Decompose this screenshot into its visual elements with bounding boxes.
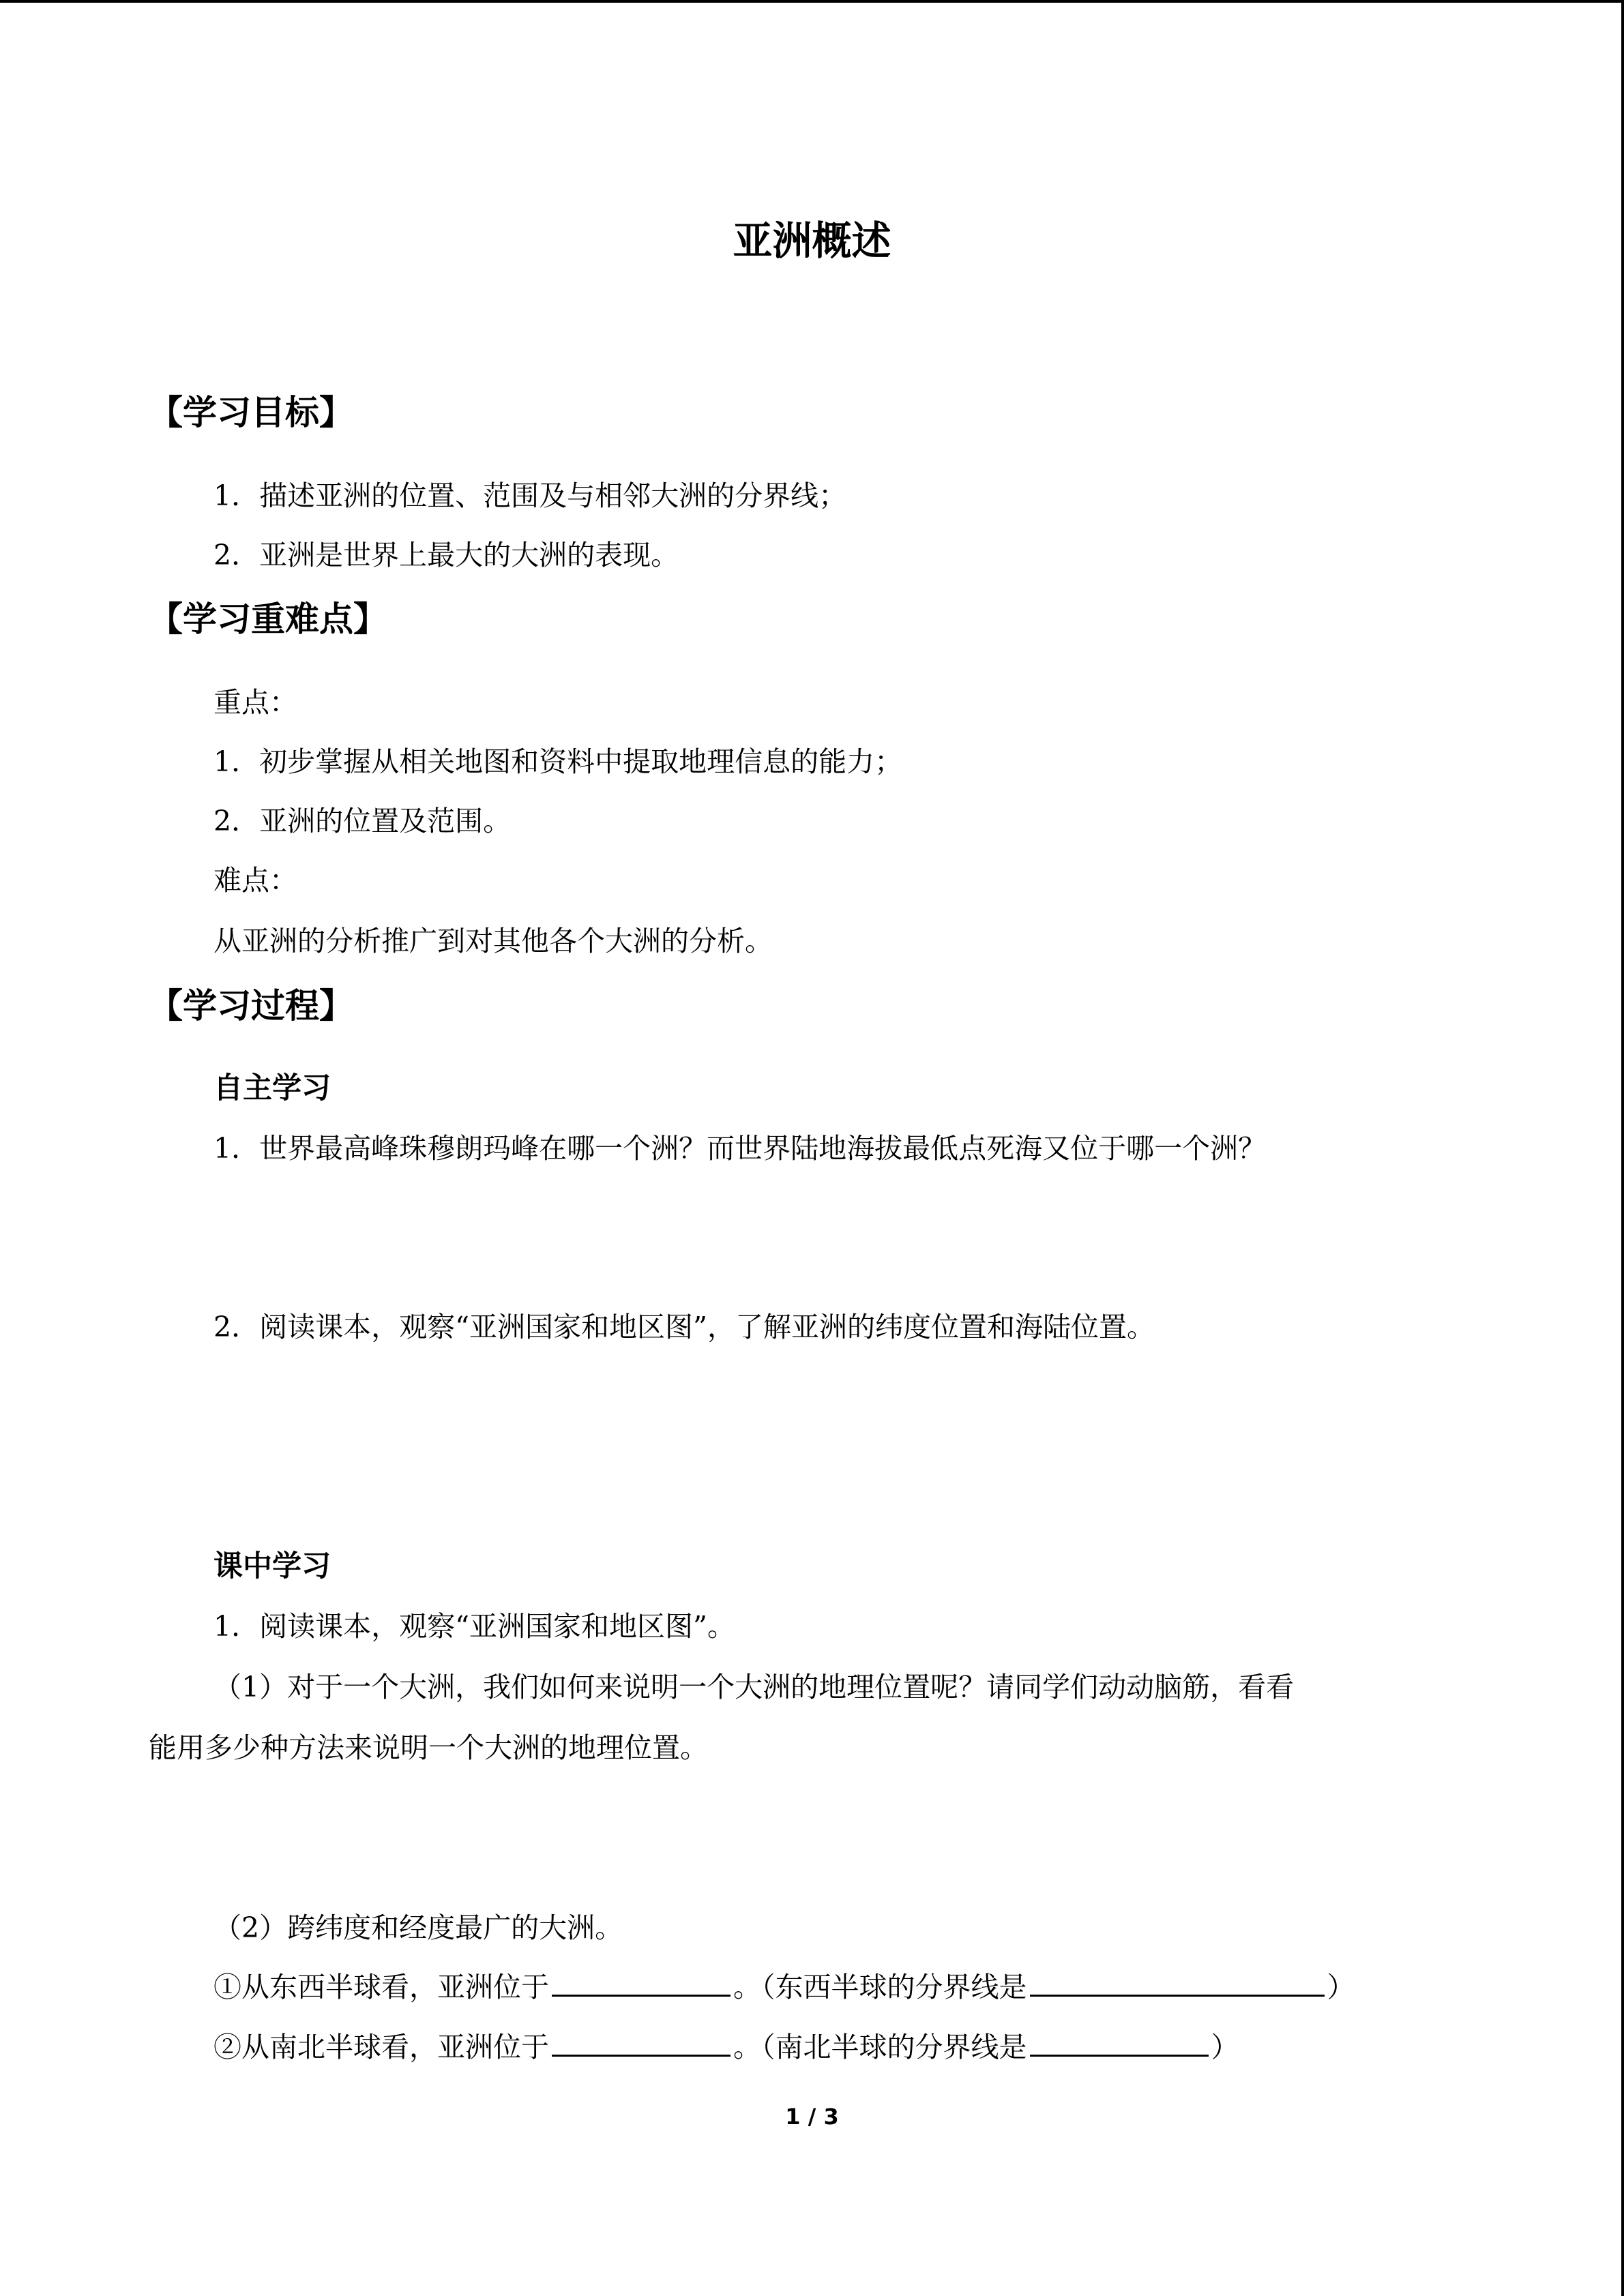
answer-blank-east-west-position[interactable] <box>552 1966 730 1997</box>
fill-north-south-text-a: ②从南北半球看，亚洲位于 <box>213 2031 549 2063</box>
class-study-q1-1-line2: 能用多少种方法来说明一个大洲的地理位置。 <box>149 1731 708 1764</box>
answer-blank-east-west-boundary[interactable] <box>1030 1966 1325 1997</box>
heading-process: 【学习过程】 <box>149 986 353 1026</box>
difficulty-text: 从亚洲的分析推广到对其他各个大洲的分析。 <box>213 925 773 957</box>
focus-item-2: 2．亚洲的位置及范围。 <box>213 805 512 837</box>
fill-east-west-text-b: 。（东西半球的分界线是 <box>733 1971 1027 2003</box>
answer-blank-north-south-position[interactable] <box>552 2026 730 2057</box>
fill-east-west-text-a: ①从东西半球看，亚洲位于 <box>213 1971 549 2003</box>
focus-label: 重点： <box>213 686 297 719</box>
objective-item-2: 2．亚洲是世界上最大的大洲的表现。 <box>213 539 679 571</box>
answer-blank-north-south-boundary[interactable] <box>1030 2026 1209 2057</box>
fill-north-south-text-b: 。（南北半球的分界线是 <box>733 2031 1027 2063</box>
fill-east-west-text-c: ） <box>1327 1971 1355 2003</box>
subheading-self-study: 自主学习 <box>213 1071 331 1105</box>
difficulty-label: 难点： <box>213 864 297 897</box>
class-study-q1-1-line1: （1）对于一个大洲，我们如何来说明一个大洲的地理位置呢？请同学们动动脑筋，看看 <box>213 1671 1295 1703</box>
page-number: 1 / 3 <box>785 2104 839 2130</box>
class-study-question-1: 1．阅读课本，观察“亚洲国家和地区图”。 <box>213 1610 736 1643</box>
class-study-q1-2: （2）跨纬度和经度最广的大洲。 <box>213 1911 623 1944</box>
page-border-top <box>0 0 1624 3</box>
fill-line-north-south <box>213 2025 1239 2069</box>
fill-line-east-west <box>213 1965 1355 2009</box>
subheading-class-study: 课中学习 <box>213 1549 331 1583</box>
heading-key-points: 【学习重难点】 <box>149 599 387 639</box>
document-title: 亚洲概述 <box>733 218 891 264</box>
self-study-question-1: 1．世界最高峰珠穆朗玛峰在哪一个洲？而世界陆地海拔最低点死海又位于哪一个洲？ <box>213 1132 1267 1165</box>
objective-item-1: 1．描述亚洲的位置、范围及与相邻大洲的分界线； <box>213 479 847 512</box>
focus-item-1: 1．初步掌握从相关地图和资料中提取地理信息的能力； <box>213 745 903 778</box>
page-border-right <box>1621 0 1624 2296</box>
self-study-question-2: 2．阅读课本，观察“亚洲国家和地区图”，了解亚洲的纬度位置和海陆位置。 <box>213 1311 1155 1343</box>
heading-objectives: 【学习目标】 <box>149 393 353 432</box>
fill-north-south-text-c: ） <box>1211 2031 1239 2063</box>
